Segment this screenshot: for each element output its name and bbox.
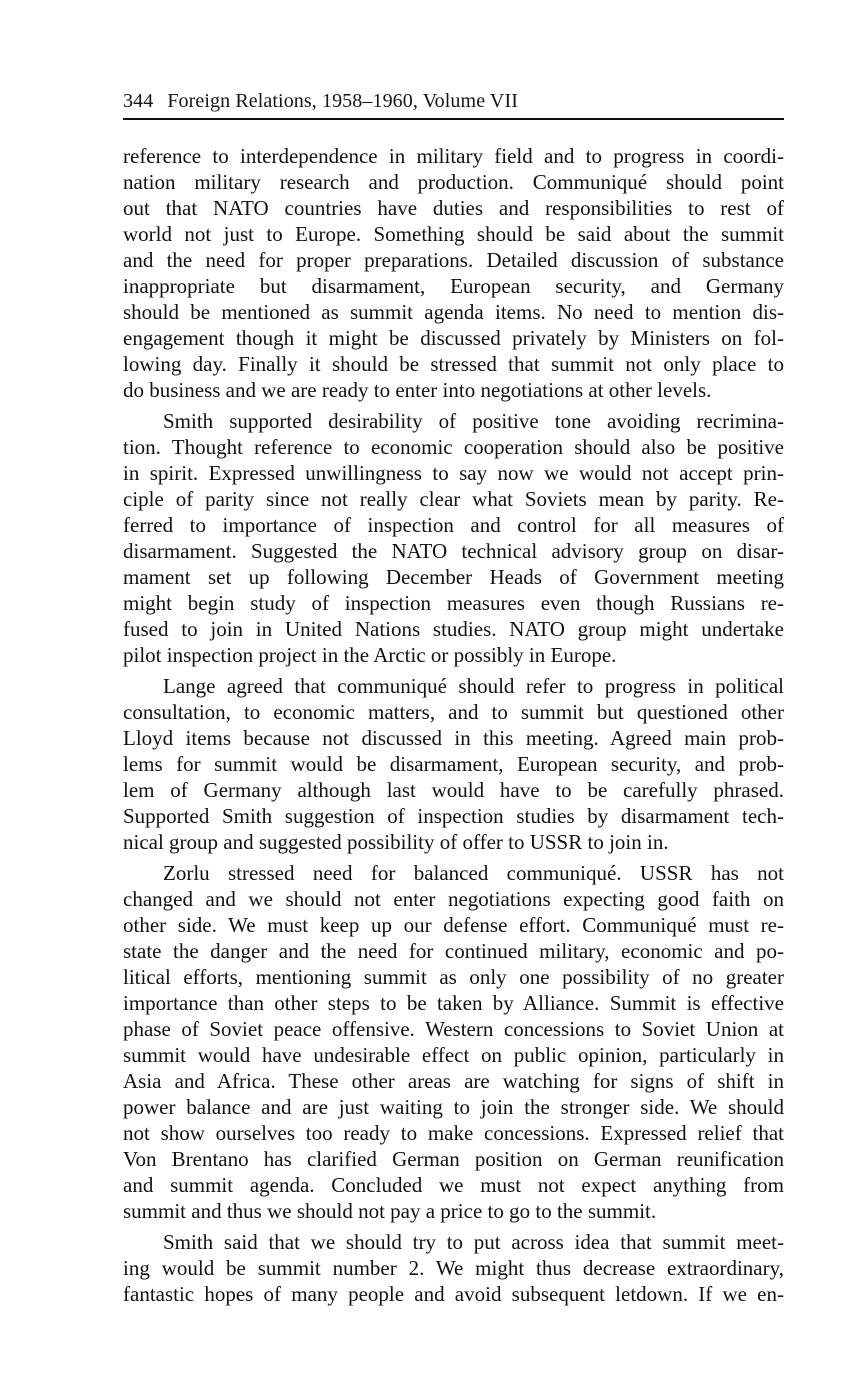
text-line: and summit agenda. Concluded we must not expect anything from <box>123 1173 784 1197</box>
text-line: importance than other steps to be taken by Alliance. Summit is effective <box>123 991 784 1015</box>
text-line: out that NATO countries have duties and responsibilities to rest of <box>123 196 784 220</box>
text-line: changed and we should not enter negotiations expecting good faith on <box>123 887 784 911</box>
text-line: do business and we are ready to enter into negotiations at other levels. <box>123 378 712 402</box>
text-line: fused to join in United Nations studies. NATO group might undertake <box>123 617 784 641</box>
text-line: other side. We must keep up our defense effort. Communiqué must re- <box>123 913 784 937</box>
text-line: should be mentioned as summit agenda items. No need to mention dis- <box>123 300 784 324</box>
paragraph <box>123 860 784 1224</box>
text-line: Smith said that we should try to put across idea that summit meet- <box>163 1230 784 1254</box>
text-line: nation military research and production. Communiqué should point <box>123 170 784 194</box>
text-line: lowing day. Finally it should be stressed that summit not only place to <box>123 352 784 376</box>
text-line: Zorlu stressed need for balanced communiqué. USSR has not <box>163 861 784 885</box>
text-line: disarmament. Suggested the NATO technical advisory group on disar- <box>123 539 784 563</box>
text-line: ing would be summit number 2. We might thus decrease extraordinary, <box>123 1256 784 1280</box>
text-line: mament set up following December Heads of Government meeting <box>123 565 784 589</box>
text-line: lem of Germany although last would have to be carefully phrased. <box>123 778 784 802</box>
text-line: tion. Thought reference to economic cooperation should also be positive <box>123 435 784 459</box>
paragraph <box>123 1229 784 1307</box>
volume-title: Foreign Relations, 1958–1960, Volume VII <box>167 90 518 112</box>
text-line: Lloyd items because not discussed in this meeting. Agreed main prob- <box>123 726 784 750</box>
text-line: summit and thus we should not pay a price to go to the summit. <box>123 1199 657 1223</box>
text-line: Supported Smith suggestion of inspection studies by disarmament tech- <box>123 804 784 828</box>
page-number: 344 <box>123 90 154 112</box>
text-line: might begin study of inspection measures even though Russians re- <box>123 591 784 615</box>
text-line: state the danger and the need for continued military, economic and po- <box>123 939 784 963</box>
paragraph <box>123 143 784 403</box>
text-line: fantastic hopes of many people and avoid subsequent letdown. If we en- <box>123 1282 784 1306</box>
document-page <box>123 88 784 1312</box>
text-line: and the need for proper preparations. Detailed discussion of substance <box>123 248 784 272</box>
header-rule <box>123 118 784 120</box>
text-line: ciple of parity since not really clear what Soviets mean by parity. Re- <box>123 487 784 511</box>
text-line: Asia and Africa. These other areas are watching for signs of shift in <box>123 1069 784 1093</box>
text-line: lems for summit would be disarmament, European security, and prob- <box>123 752 784 776</box>
document-body <box>123 143 784 1307</box>
text-line: litical efforts, mentioning summit as only one possibility of no greater <box>123 965 784 989</box>
text-line: Smith supported desirability of positive tone avoiding recrimina- <box>163 409 784 433</box>
text-line: summit would have undesirable effect on public opinion, particularly in <box>123 1043 784 1067</box>
text-line: consultation, to economic matters, and to summit but questioned other <box>123 700 784 724</box>
text-line: nical group and suggested possibility of offer to USSR to join in. <box>123 830 669 854</box>
text-line: power balance and are just waiting to join the stronger side. We should <box>123 1095 784 1119</box>
text-line: not show ourselves too ready to make concessions. Expressed relief that <box>123 1121 784 1145</box>
running-header <box>123 88 784 116</box>
paragraph <box>123 408 784 668</box>
text-line: pilot inspection project in the Arctic or possibly in Europe. <box>123 643 617 667</box>
text-line: world not just to Europe. Something should be said about the summit <box>123 222 784 246</box>
text-line: in spirit. Expressed unwillingness to say now we would not accept prin- <box>123 461 784 485</box>
paragraph <box>123 673 784 855</box>
text-line: reference to interdependence in military field and to progress in coordi- <box>123 144 784 168</box>
text-line: phase of Soviet peace offensive. Western concessions to Soviet Union at <box>123 1017 784 1041</box>
text-line: engagement though it might be discussed privately by Ministers on fol- <box>123 326 784 350</box>
text-line: inappropriate but disarmament, European security, and Germany <box>123 274 784 298</box>
text-line: Von Brentano has clarified German position on German reunification <box>123 1147 784 1171</box>
text-line: ferred to importance of inspection and control for all measures of <box>123 513 784 537</box>
text-line: Lange agreed that communiqué should refer to progress in political <box>163 674 784 698</box>
